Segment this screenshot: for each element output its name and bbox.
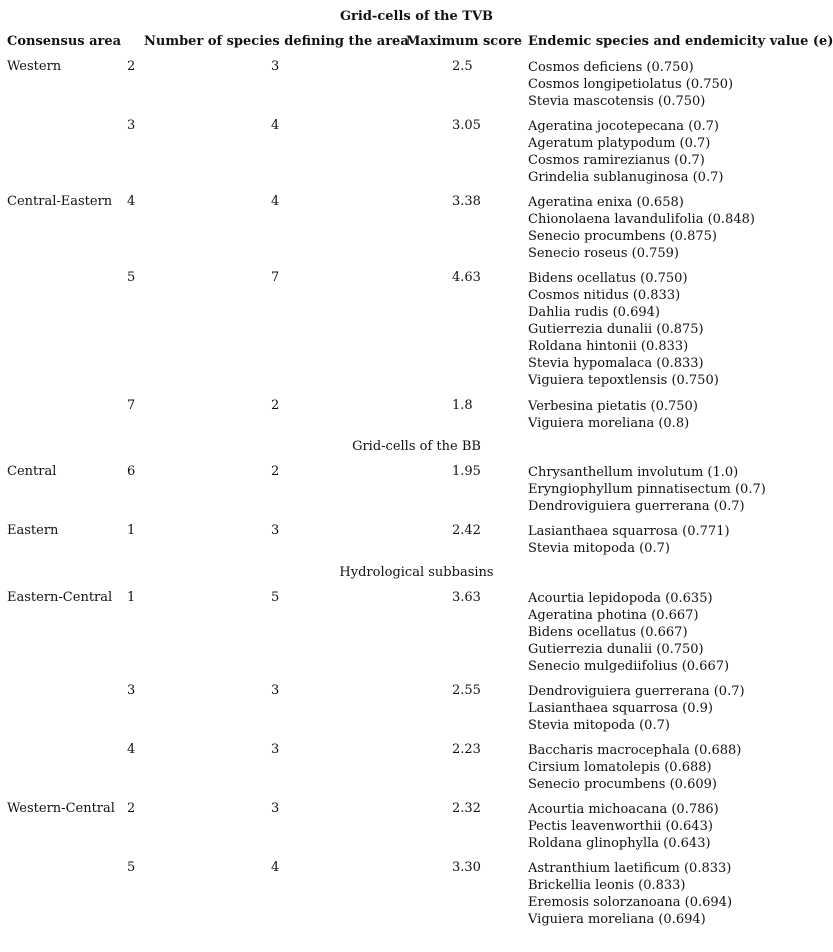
cell-endemic-species xyxy=(528,523,730,557)
cell-num-species: 2 xyxy=(271,464,280,479)
cell-area: Western xyxy=(7,59,62,74)
species-entry: Senecio procumbens (0.609) xyxy=(528,777,717,792)
cell-id: 7 xyxy=(127,398,136,413)
cell-id: 2 xyxy=(127,801,136,816)
cell-max-score: 2.32 xyxy=(452,801,481,816)
cell-id: 4 xyxy=(127,742,136,757)
cell-id: 6 xyxy=(127,464,136,479)
cell-id: 5 xyxy=(127,860,136,875)
cell-num-species: 5 xyxy=(271,590,280,605)
section-title-hydrological: Hydrological subbasins xyxy=(339,565,494,580)
cell-endemic-species xyxy=(528,194,755,262)
cell-num-species: 4 xyxy=(271,860,280,875)
cell-id: 3 xyxy=(127,683,136,698)
species-entry: Verbesina pietatis (0.750) xyxy=(528,399,698,414)
cell-num-species: 3 xyxy=(271,801,280,816)
header-maximum-score: Maximum score xyxy=(406,34,523,49)
cell-max-score: 3.63 xyxy=(452,590,481,605)
cell-max-score: 1.95 xyxy=(452,464,481,479)
cell-area: Western-Central xyxy=(7,801,115,816)
species-entry: Cosmos longipetiolatus (0.750) xyxy=(528,77,734,92)
cell-endemic-species xyxy=(528,801,719,852)
cell-id: 4 xyxy=(127,194,136,209)
species-entry: Dendroviguiera guerrerana (0.7) xyxy=(528,499,745,514)
species-entry: Chrysanthellum involutum (1.0) xyxy=(528,465,739,480)
cell-max-score: 3.38 xyxy=(452,194,481,209)
cell-endemic-species xyxy=(528,860,732,928)
header-consensus-area: Consensus area xyxy=(7,34,122,49)
cell-num-species: 7 xyxy=(271,270,280,285)
species-entry: Brickellia leonis (0.833) xyxy=(528,878,686,893)
cell-num-species: 3 xyxy=(271,523,280,538)
species-entry: Acourtia lepidopoda (0.635) xyxy=(528,591,713,606)
cell-max-score: 2.55 xyxy=(452,683,481,698)
species-entry: Ageratina jocotepecana (0.7) xyxy=(528,119,720,134)
species-entry: Lasianthaea squarrosa (0.9) xyxy=(528,701,714,716)
species-entry: Viguiera tepoxtlensis (0.750) xyxy=(528,373,719,388)
cell-num-species: 2 xyxy=(271,398,280,413)
cell-endemic-species xyxy=(528,464,766,515)
species-entry: Cosmos ramirezianus (0.7) xyxy=(528,153,705,168)
species-entry: Ageratina photina (0.667) xyxy=(528,608,699,623)
species-entry: Senecio roseus (0.759) xyxy=(528,246,680,261)
species-entry: Lasianthaea squarrosa (0.771) xyxy=(528,524,730,539)
cell-num-species: 4 xyxy=(271,118,280,133)
species-entry: Eryngiophyllum pinnatisectum (0.7) xyxy=(528,482,766,497)
species-entry: Gutierrezia dunalii (0.875) xyxy=(528,322,704,337)
species-entry: Acourtia michoacana (0.786) xyxy=(528,802,719,817)
species-entry: Stevia mitopoda (0.7) xyxy=(528,718,670,733)
species-entry: Gutierrezia dunalii (0.750) xyxy=(528,642,704,657)
species-entry: Viguiera moreliana (0.694) xyxy=(528,912,706,927)
cell-id: 1 xyxy=(127,590,136,605)
header-endemic-species: Endemic species and endemicity value (e) xyxy=(528,34,833,49)
species-entry: Roldana glinophylla (0.643) xyxy=(528,836,711,851)
cell-max-score: 3.30 xyxy=(452,860,481,875)
cell-max-score: 4.63 xyxy=(452,270,481,285)
cell-endemic-species xyxy=(528,742,741,793)
header-number-of-species: Number of species defining the area xyxy=(144,34,409,49)
cell-area: Central-Eastern xyxy=(7,194,113,209)
species-entry: Cirsium lomatolepis (0.688) xyxy=(528,760,712,775)
cell-num-species: 3 xyxy=(271,742,280,757)
cell-id: 2 xyxy=(127,59,136,74)
cell-endemic-species xyxy=(528,118,723,186)
cell-num-species: 3 xyxy=(271,683,280,698)
cell-id: 1 xyxy=(127,523,136,538)
cell-area: Central xyxy=(7,464,57,479)
cell-endemic-species xyxy=(528,398,698,432)
species-entry: Stevia mascotensis (0.750) xyxy=(528,94,706,109)
species-entry: Dendroviguiera guerrerana (0.7) xyxy=(528,684,745,699)
species-entry: Ageratina enixa (0.658) xyxy=(528,195,684,210)
species-entry: Senecio procumbens (0.875) xyxy=(528,229,717,244)
cell-num-species: 4 xyxy=(271,194,280,209)
species-entry: Viguiera moreliana (0.8) xyxy=(528,416,690,431)
species-entry: Stevia hypomalaca (0.833) xyxy=(528,356,704,371)
species-entry: Cosmos nitidus (0.833) xyxy=(528,288,681,303)
species-entry: Stevia mitopoda (0.7) xyxy=(528,541,670,556)
species-entry: Chionolaena lavandulifolia (0.848) xyxy=(528,212,755,227)
species-entry: Senecio mulgediifolius (0.667) xyxy=(528,659,730,674)
cell-id: 3 xyxy=(127,118,136,133)
species-entry: Bidens ocellatus (0.750) xyxy=(528,271,688,286)
cell-id: 5 xyxy=(127,270,136,285)
species-entry: Roldana hintonii (0.833) xyxy=(528,339,689,354)
section-title-tvb: Grid-cells of the TVB xyxy=(339,9,494,24)
cell-area: Eastern xyxy=(7,523,59,538)
cell-max-score: 2.5 xyxy=(452,59,473,74)
cell-endemic-species xyxy=(528,270,719,389)
cell-max-score: 2.42 xyxy=(452,523,481,538)
species-entry: Pectis leavenworthii (0.643) xyxy=(528,819,713,834)
cell-max-score: 1.8 xyxy=(452,398,473,413)
species-entry: Baccharis macrocephala (0.688) xyxy=(528,743,742,758)
cell-num-species: 3 xyxy=(271,59,280,74)
species-entry: Grindelia sublanuginosa (0.7) xyxy=(528,170,724,185)
species-entry: Ageratum platypodum (0.7) xyxy=(528,136,711,151)
species-entry: Cosmos deficiens (0.750) xyxy=(528,60,694,75)
species-entry: Eremosis solorzanoana (0.694) xyxy=(528,895,733,910)
cell-max-score: 2.23 xyxy=(452,742,481,757)
species-entry: Astranthium laetificum (0.833) xyxy=(528,861,732,876)
species-entry: Dahlia rudis (0.694) xyxy=(528,305,660,320)
cell-area: Eastern-Central xyxy=(7,590,113,605)
species-entry: Bidens ocellatus (0.667) xyxy=(528,625,688,640)
section-title-bb: Grid-cells of the BB xyxy=(352,439,481,454)
cell-endemic-species xyxy=(528,590,729,675)
cell-max-score: 3.05 xyxy=(452,118,481,133)
cell-endemic-species xyxy=(528,683,745,734)
cell-endemic-species xyxy=(528,59,733,110)
